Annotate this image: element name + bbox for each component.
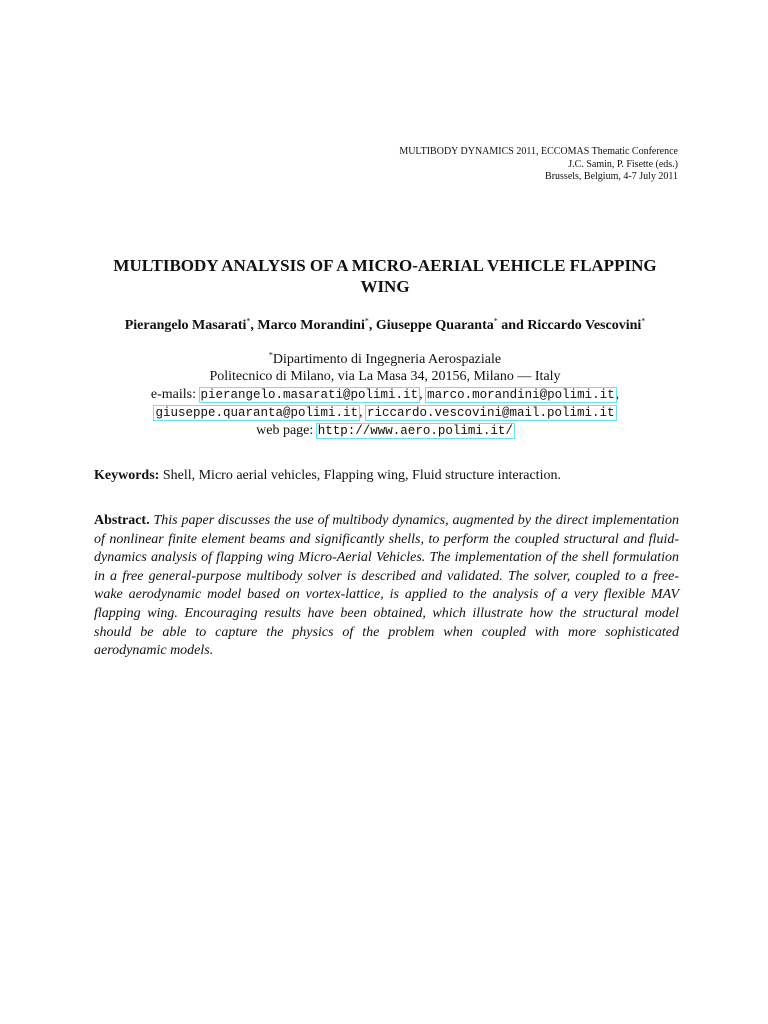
email-link-vescovini[interactable]: riccardo.vescovini@mail.polimi.it [367, 405, 615, 420]
conference-editors: J.C. Samin, P. Fisette (eds.) [568, 158, 678, 170]
abstract-label: Abstract. [94, 513, 150, 528]
email-link-masarati[interactable]: pierangelo.masarati@polimi.it [200, 387, 419, 402]
web-page-label: web page: [256, 423, 314, 439]
affiliation-department: Dipartimento di Ingegneria Aerospaziale [272, 352, 502, 367]
author-name: Riccardo Vescovini [527, 318, 642, 333]
paper-title-line-1: MULTIBODY ANALYSIS OF A MICRO-AERIAL VEHICLE FLAPPING [113, 256, 657, 275]
emails-label: e-mails: [150, 386, 197, 402]
abstract-text: This paper discusses the use of multibody dynamics, augmented by the direct implementation of nonlinear finite element beams and significantly shells, to perform the coupled structural and fluid-dynamics analysis of flapping wing Micro-Aerial Vehicles. The implementation of the shell formulation in a free general-purpose multibody solver is described and validated. The solver, coupled to a free-wake aerodynamic model based on vortex-lattice, is applied to the analysis of a very flexible MAV flapping wing. Encouraging results have been obtained, which illustrate how the structural model should be able to capture the physics of the problem when coupled with more sophisticated aerodynamic models. [94, 513, 679, 659]
abstract-section [94, 512, 679, 661]
email-link-quaranta[interactable]: giuseppe.quaranta@polimi.it [155, 405, 358, 420]
author-mark: * [246, 316, 251, 326]
author-list [60, 318, 710, 334]
author-separator: , [368, 318, 376, 333]
paper-title-line-2: WING [360, 277, 410, 296]
web-page-line [60, 422, 710, 440]
conference-name: MULTIBODY DYNAMICS 2011, ECCOMAS Thematic Conference [399, 146, 678, 157]
author-mark: * [364, 316, 369, 326]
affiliation-mark: * [268, 350, 273, 360]
affiliation-address: Politecnico di Milano, via La Masa 34, 20156, Milano — Italy [209, 369, 561, 385]
emails-line-2: giuseppe.quaranta@polimi.it, riccardo.vescovini@mail.polimi.it [155, 404, 615, 420]
web-page-link[interactable]: http://www.aero.polimi.it/ [317, 424, 513, 439]
keywords-text: Shell, Micro aerial vehicles, Flapping wing, Fluid structure interaction. [162, 468, 561, 483]
author-name: Giuseppe Quaranta [375, 318, 494, 333]
author-name: Marco Morandini [257, 318, 365, 333]
author-separator: , [250, 318, 258, 333]
conference-header [258, 146, 678, 184]
author-mark: * [493, 316, 498, 326]
affiliation-department-line [60, 351, 710, 368]
author-separator: and [497, 318, 528, 333]
email-link-morandini[interactable]: marco.morandini@polimi.it [427, 387, 615, 402]
author-mark: * [641, 316, 646, 326]
affiliation-block [60, 351, 710, 440]
keywords-section [94, 468, 684, 484]
author-name: Pierangelo Masarati [124, 318, 247, 333]
emails-line-1: e-mails: pierangelo.masarati@polimi.it, marco.morandini@polimi.it, [150, 386, 620, 402]
conference-location-date: Brussels, Belgium, 4-7 July 2011 [545, 171, 678, 182]
keywords-label: Keywords: [94, 468, 160, 483]
paper-title [80, 255, 690, 297]
